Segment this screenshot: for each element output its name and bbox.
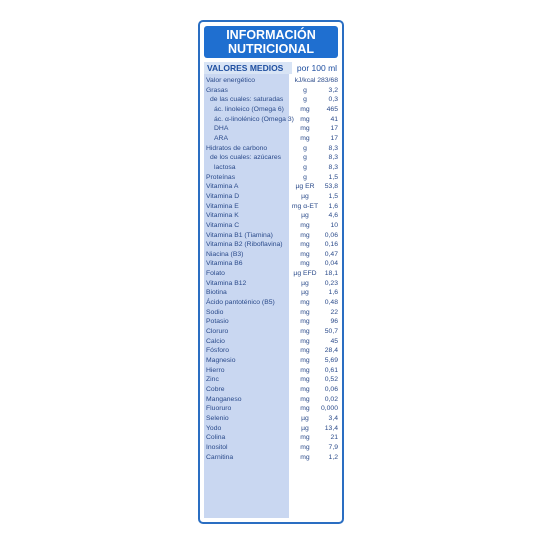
nutrient-unit: mg α-ET [291,202,319,210]
table-row [200,202,342,212]
nutrient-unit: mg [300,241,310,249]
table-row [200,279,342,289]
nutrient-value: 0,52 [324,376,338,384]
nutrient-value: 1,6 [328,289,338,297]
nutrient-name: Vitamina B12 [206,279,247,287]
nutrient-unit: mg [300,308,310,316]
nutrition-panel [198,20,344,524]
nutrient-value: 45 [330,337,338,345]
table-row [200,221,342,231]
nutrient-unit: µg [301,414,309,422]
nutrient-unit: g [303,96,307,104]
nutrient-unit: µg [301,289,309,297]
nutrient-unit: mg [300,453,310,461]
nutrient-value: 0,000 [320,405,338,413]
nutrient-unit: mg [300,405,310,413]
nutrient-name: Colina [206,434,226,442]
nutrient-value: 96 [330,318,338,326]
nutrient-unit: g [303,86,307,94]
nutrient-unit: kJ/kcal [294,77,316,84]
table-row [200,250,342,260]
nutrient-value: 0,04 [324,260,338,268]
nutrient-name: Selenio [206,414,229,422]
nutrient-value: 21 [330,434,338,442]
nutrient-value: 0,47 [324,250,338,258]
nutrient-value: 8,3 [328,144,338,152]
nutrient-name: Yodo [206,424,222,432]
nutrient-unit: mg [300,395,310,403]
nutrient-unit: µg [301,192,309,200]
nutrient-value: 0,48 [324,299,338,307]
nutrient-unit: mg [300,318,310,326]
table-row [200,366,342,376]
table-row [200,115,342,125]
table-row [200,269,342,279]
nutrient-unit: mg [300,105,310,113]
nutrient-unit: mg [300,376,310,384]
table-row [200,298,342,308]
table-row [200,259,342,269]
nutrient-unit: µg ER [295,183,315,191]
column-header-name: VALORES MEDIOS [204,62,292,74]
nutrient-unit: µg [301,279,309,287]
nutrient-unit: mg [300,231,310,239]
nutrient-unit: µg [301,424,309,432]
table-row [200,288,342,298]
table-row [200,182,342,192]
nutrient-name: Cloruro [206,328,229,336]
nutrient-value: 0,3 [328,96,338,104]
table-row [200,317,342,327]
nutrient-unit: mg [300,250,310,258]
nutrient-name: Magnesio [206,357,236,365]
nutrient-unit: mg [300,125,310,133]
nutrient-value: 1,5 [328,192,338,200]
nutrient-name: Ácido pantoténico (B5) [206,299,275,307]
nutrient-value: 8,3 [328,163,338,171]
nutrient-value: 0,06 [324,386,338,393]
nutrient-value: 22 [330,308,338,316]
nutrient-unit: mg [300,115,310,123]
nutrient-value: 28,4 [324,347,338,355]
table-row [200,433,342,443]
table-row [200,414,342,424]
nutrient-name: Valor energético [206,77,255,84]
table-row [200,95,342,105]
nutrient-unit: mg [300,221,310,229]
nutrient-unit: mg [300,299,310,307]
column-headers [200,62,342,74]
nutrient-name: Potasio [206,318,229,326]
nutrient-unit: mg [300,328,310,336]
nutrient-value: 17 [330,134,338,142]
table-row [200,231,342,241]
nutrient-unit: mg [300,366,310,374]
nutrient-value: 10 [330,221,338,229]
nutrient-unit: mg [300,134,310,142]
table-row [200,163,342,173]
nutrient-name: Inositol [206,443,228,451]
title-line-2: NUTRICIONAL [227,42,315,56]
nutrient-name: Vitamina C [206,221,240,229]
nutrient-value: 0,02 [324,395,338,403]
nutrient-name: Grasas [206,86,228,94]
nutrient-value: 1,5 [328,173,338,181]
nutrient-unit: g [303,173,307,181]
table-row [200,308,342,318]
nutrient-name: Calcio [206,337,225,345]
table-row [200,375,342,385]
table-row [200,404,342,414]
nutrient-unit: µg [301,212,309,220]
nutrient-unit: g [303,144,307,152]
nutrient-unit: g [303,163,307,171]
table-row [200,356,342,366]
table-row [200,86,342,96]
nutrient-name: DHA [214,125,229,133]
nutrient-value: 283/68 [317,77,338,84]
nutrient-unit: g [303,154,307,162]
nutrient-value: 465 [326,105,338,113]
nutrient-name: de los cuales: azúcares [210,154,282,162]
nutrient-unit: mg [300,337,310,345]
table-row [200,337,342,347]
table-row [200,424,342,434]
nutrient-name: Vitamina K [206,212,239,220]
panel-title [204,26,338,58]
nutrient-value: 3,2 [328,86,338,94]
nutrient-value: 4,6 [328,212,338,220]
nutrient-name: Vitamina B6 [206,260,243,268]
nutrient-value: 7,9 [328,443,338,451]
nutrient-value: 53,8 [324,183,338,191]
nutrient-name: ARA [214,134,228,142]
nutrient-name: Manganeso [206,395,242,403]
nutrient-name: Vitamina B2 (Riboflavina) [206,241,283,249]
nutrient-name: Folato [206,270,225,278]
nutrient-unit: mg [300,443,310,451]
nutrient-name: Vitamina A [206,183,239,191]
table-row [200,105,342,115]
nutrient-value: 1,2 [328,453,338,461]
nutrient-name: de las cuales: saturadas [210,96,284,104]
nutrient-unit: mg [300,386,310,393]
nutrient-unit: mg [300,357,310,365]
nutrient-value: 1,6 [328,202,338,210]
nutrient-name: Carnitina [206,453,234,461]
table-row [200,346,342,356]
nutrient-name: Vitamina B1 (Tiamina) [206,231,273,239]
column-header-value: por 100 ml [296,63,338,73]
nutrient-name: Vitamina E [206,202,239,210]
nutrient-unit: mg [300,260,310,268]
nutrient-name: Biotina [206,289,227,297]
table-row [200,395,342,405]
nutrient-name: ác. α-linolénico (Omega 3) [214,115,294,123]
table-row [200,327,342,337]
nutrient-value: 0,61 [324,366,338,374]
nutrient-value: 50,7 [324,328,338,336]
nutrient-unit: mg [300,434,310,442]
nutrient-name: Vitamina D [206,192,240,200]
table-row [200,134,342,144]
table-row [200,385,342,395]
table-row [200,173,342,183]
nutrient-unit: mg [300,347,310,355]
nutrient-name: Hidratos de carbono [206,144,268,152]
nutrient-value: 5,69 [324,357,338,365]
nutrient-name: ác. linoleico (Omega 6) [214,105,284,113]
table-row [200,124,342,134]
nutrient-value: 13,4 [324,424,338,432]
nutrient-name: Sodio [206,308,224,316]
nutrient-value: 17 [330,125,338,133]
table-row [200,76,342,86]
nutrient-value: 0,16 [324,241,338,249]
nutrient-name: Hierro [206,366,225,374]
table-row [200,192,342,202]
nutrient-name: lactosa [214,163,236,171]
table-row [200,443,342,453]
table-row [200,453,342,463]
nutrient-name: Fluoruro [206,405,232,413]
nutrient-value: 8,3 [328,154,338,162]
nutrient-value: 3,4 [328,414,338,422]
nutrient-name: Zinc [206,376,219,384]
table-row [200,240,342,250]
nutrient-name: Fósforo [206,347,230,355]
nutrient-unit: µg EFD [293,270,317,278]
nutrient-name: Niacina (B3) [206,250,244,258]
nutrient-value: 41 [330,115,338,123]
table-row [200,144,342,154]
table-row [200,211,342,221]
title-line-1: INFORMACIÓN [226,28,316,42]
nutrient-name: Cobre [206,386,225,393]
nutrient-value: 0,06 [324,231,338,239]
nutrient-value: 0,23 [324,279,338,287]
nutrient-value: 18,1 [324,270,338,278]
nutrient-table [200,76,342,462]
table-row [200,153,342,163]
nutrient-name: Proteínas [206,173,236,181]
